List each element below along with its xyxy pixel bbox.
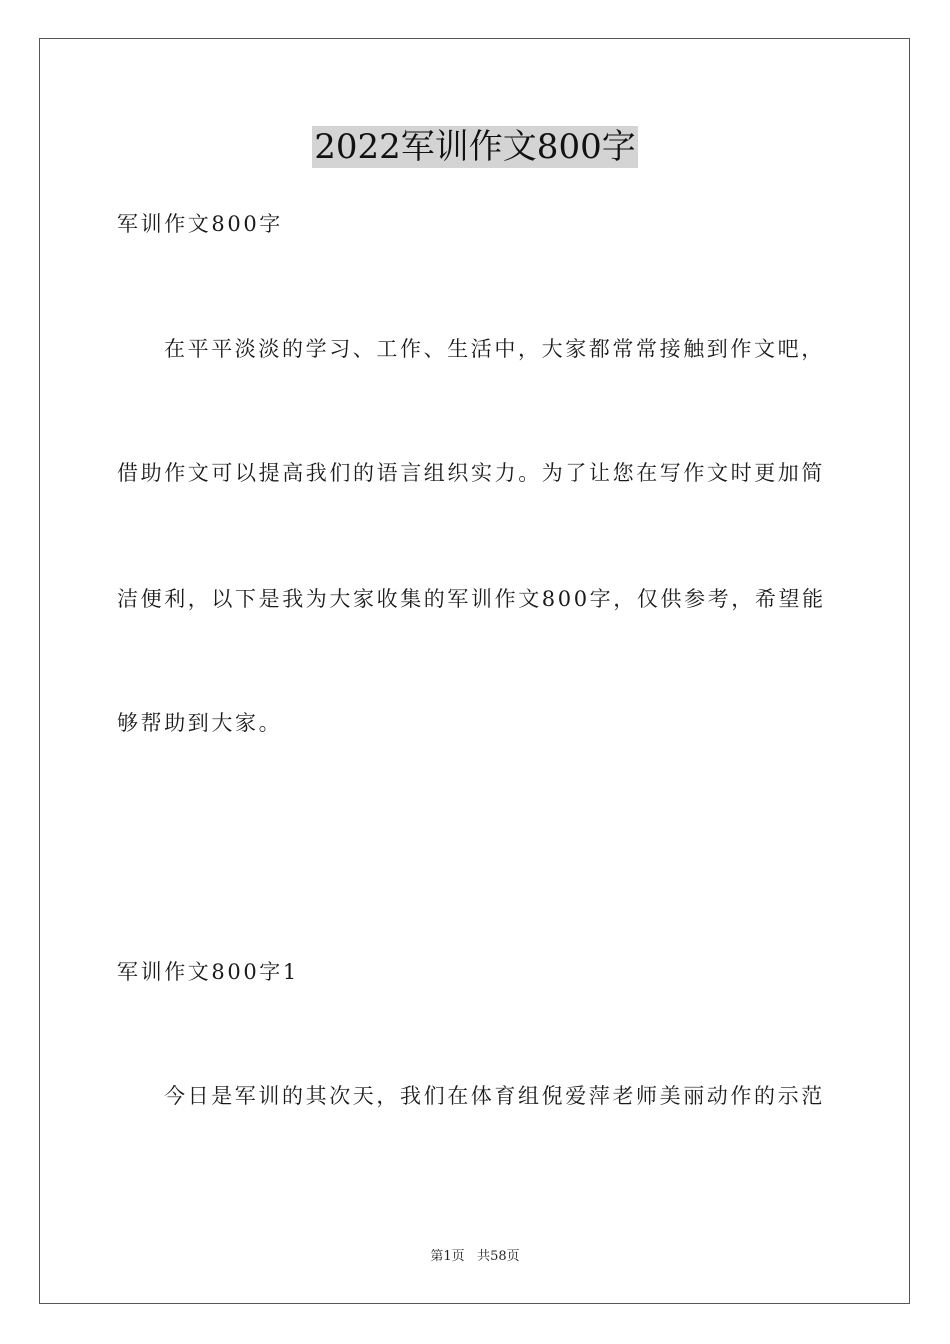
paragraph-line: 洁便利，以下是我为大家收集的军训作文800字，仅供参考，希望能 (117, 587, 826, 611)
subtitle: 军训作文800字 (117, 212, 283, 236)
section-heading: 军训作文800字1 (117, 960, 299, 984)
page-number: 第1页 (430, 1249, 465, 1264)
paragraph-line: 今日是军训的其次天，我们在体育组倪爱萍老师美丽动作的示范 (164, 1084, 825, 1108)
page-footer (0, 1248, 950, 1266)
page-total: 共58页 (477, 1249, 520, 1264)
paragraph-line: 在平平淡淡的学习、工作、生活中，大家都常常接触到作文吧， (164, 337, 825, 361)
paragraph-line: 借助作文可以提高我们的语言组织实力。为了让您在写作文时更加简 (117, 461, 825, 485)
document-title: 2022军训作文800字 (314, 127, 636, 167)
title-container (0, 126, 950, 168)
paragraph-line: 够帮助到大家。 (117, 711, 283, 735)
